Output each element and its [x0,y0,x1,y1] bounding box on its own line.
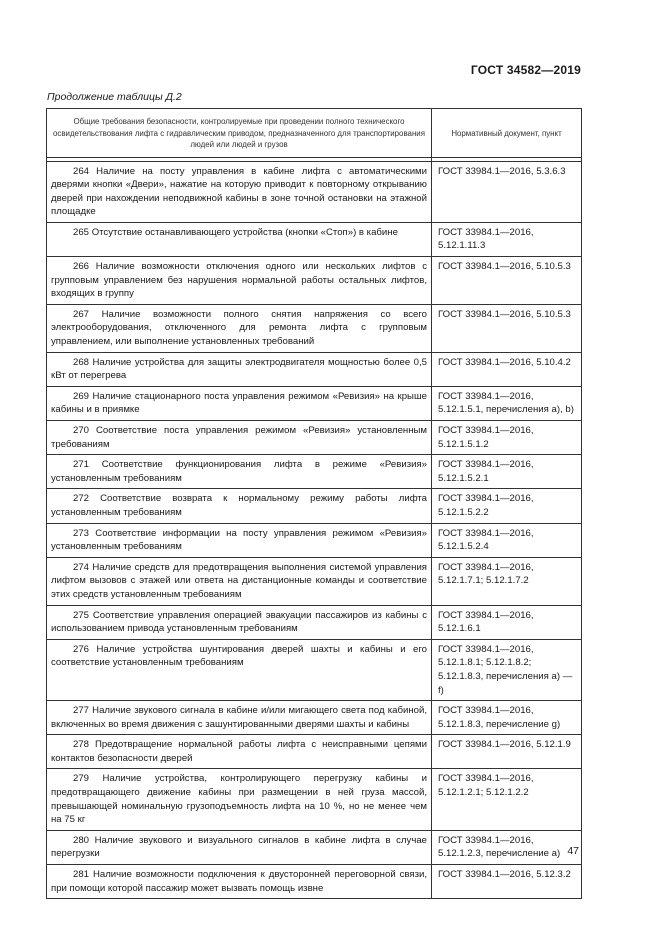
table-row [47,489,582,523]
column-header-normative-document: Нормативный документ, пункт [432,109,582,158]
table-row [47,639,582,700]
table-row [47,352,582,386]
normative-reference: ГОСТ 33984.1—2016, 5.12.1.5.2.2 [432,489,582,523]
normative-reference: ГОСТ 33984.1—2016, 5.10.4.2 [432,352,582,386]
normative-reference: ГОСТ 33984.1—2016, 5.12.1.5.2.1 [432,455,582,489]
requirement-cell [47,605,432,639]
table-row [47,455,582,489]
normative-reference: ГОСТ 33984.1—2016, 5.10.5.3 [432,304,582,352]
table-row [47,865,582,899]
table-row [47,830,582,864]
table-row [47,701,582,735]
column-header-requirements: Общие требования безопасности, контролируемые при проведении полного технического освидетельствования лифта с гидравлическим приводом, предназначенного для транспортирования людей или людей и грузов [47,109,432,158]
table-row [47,421,582,455]
requirement-text: Соответствие поста управления режимом «Ревизия» установленным требованиям [51,425,427,450]
requirement-cell [47,865,432,899]
normative-reference: ГОСТ 33984.1—2016, 5.12.1.2.3, перечисление a) [432,830,582,864]
requirement-number: 271 [73,459,90,471]
normative-reference: ГОСТ 33984.1—2016, 5.12.1.11.3 [432,222,582,256]
requirement-number: 280 [73,834,90,846]
requirement-text: Соответствие возврата к нормальному режиму работы лифта установленным требованиям [51,493,427,518]
requirement-cell [47,830,432,864]
table-caption: Продолжение таблицы Д.2 [47,91,182,103]
requirement-cell [47,386,432,420]
requirement-text: Наличие устройства для защиты электродвигателя мощностью более 0,5 кВт от перегрева [51,356,427,382]
requirement-text: Отсутствие останавливающего устройства (кнопки «Стоп») в кабине [91,226,398,238]
requirement-number: 273 [73,527,90,539]
requirement-cell [47,257,432,305]
requirement-text: Наличие стационарного поста управления режимом «Ревизия» на крыше кабины и в приямке [51,390,427,416]
requirement-text: Наличие возможности отключения одного или нескольких лифтов с групповым управлением без нарушения нормальной работы остальных лифтов, входящих в группу [51,261,427,300]
normative-reference: ГОСТ 33984.1—2016, 5.12.1.5.1, перечисления a), b) [432,386,582,420]
requirement-cell [47,161,432,222]
table-row [47,557,582,605]
requirement-text: Наличие на посту управления в кабине лифта с автоматическими дверями кнопки «Двери», нажатие на которую приводит к повторному открыванию дверей при нахождении неподвижной кабины в зоне точной остановки на этажной площадке [51,165,428,218]
requirement-cell [47,489,432,523]
requirement-cell [47,304,432,352]
table-row [47,523,582,557]
requirement-number: 272 [73,493,90,505]
requirement-text: Соответствие функционирования лифта в режиме «Ревизия» установленным требованиям [51,459,427,484]
table-row [47,222,582,256]
table-row [47,386,582,420]
page-number: 47 [567,845,579,857]
requirement-cell [47,352,432,386]
table-row [47,605,582,639]
normative-reference: ГОСТ 33984.1—2016, 5.12.3.2 [432,865,582,899]
requirement-number: 281 [73,869,90,881]
requirement-text: Наличие устройства шунтирования дверей шахты и кабины и его соответствие установленным требованиям [51,643,427,669]
requirement-number: 274 [73,561,90,573]
requirement-number: 265 [73,226,90,238]
requirement-number: 267 [73,308,90,320]
requirement-cell [47,639,432,700]
requirement-text: Наличие средств для предотвращения выполнения системой управления лифтом вызовов с этажей или ответа на дистанционные команды и соответствие этих средств установленным требованиям [51,561,427,600]
requirement-cell [47,769,432,830]
requirement-text: Наличие возможности полного снятия напряжения со всего электрооборудования, отключенного для ремонта лифта с групповым управлением, или выполнение установленных требований [51,308,428,348]
table-row [47,735,582,769]
requirement-number: 278 [73,739,90,751]
requirement-text: Наличие звукового сигнала в кабине и/или мигающего света под кабиной, включенных во время движения с зашунтированными дверями шахты и кабины [51,705,427,730]
requirement-number: 275 [73,609,90,621]
requirement-text: Соответствие информации на посту управления режимом «Ревизия» установленным требованиям [51,527,427,553]
requirement-number: 270 [73,425,90,436]
requirement-number: 277 [73,705,90,717]
requirements-table [46,108,582,899]
requirement-number: 268 [73,356,90,368]
normative-reference: ГОСТ 33984.1—2016, 5.12.1.9 [432,735,582,769]
normative-reference: ГОСТ 33984.1—2016, 5.12.1.8.1; 5.12.1.8.2; 5.12.1.8.3, перечисления a) — f) [432,639,582,700]
requirement-cell [47,735,432,769]
normative-reference: ГОСТ 33984.1—2016, 5.12.1.5.1.2 [432,421,582,455]
requirement-cell [47,421,432,455]
requirement-cell [47,455,432,489]
table-row [47,304,582,352]
requirement-number: 279 [73,773,90,785]
requirement-number: 269 [73,390,90,402]
requirement-number: 276 [73,643,90,655]
requirement-cell [47,557,432,605]
table-row [47,769,582,830]
table-row [47,257,582,305]
requirement-text: Наличие возможности подключения к двусторонней переговорной связи, при помощи которой пассажир может вызвать помощь извне [51,869,427,894]
requirement-cell [47,523,432,557]
normative-reference: ГОСТ 33984.1—2016, 5.3.6.3 [432,161,582,222]
document-standard-code: ГОСТ 34582—2019 [470,63,581,77]
requirement-cell [47,701,432,735]
requirement-number: 266 [73,261,90,273]
normative-reference: ГОСТ 33984.1—2016, 5.12.1.2.1; 5.12.1.2.2 [432,769,582,830]
normative-reference: ГОСТ 33984.1—2016, 5.12.1.8.3, перечисление g) [432,701,582,735]
normative-reference: ГОСТ 33984.1—2016, 5.12.1.5.2.4 [432,523,582,557]
requirement-number: 264 [73,165,90,177]
requirement-text: Соответствие управления операцией эвакуации пассажиров из кабины с использованием привода установленным требованиям [51,609,427,635]
normative-reference: ГОСТ 33984.1—2016, 5.12.1.7.1; 5.12.1.7.2 [432,557,582,605]
requirement-cell [47,222,432,256]
table-row [47,161,582,222]
requirement-text: Наличие звукового и визуального сигналов в кабине лифта в случае перегрузки [51,834,427,860]
normative-reference: ГОСТ 33984.1—2016, 5.12.1.6.1 [432,605,582,639]
requirement-text: Наличие устройства, контролирующего перегрузку кабины и предотвращающего движение кабины при размещении в ней груза массой, превышающей номинальную грузоподъемность лифта на 10 %, но не менее чем на 75 кг [51,773,427,826]
normative-reference: ГОСТ 33984.1—2016, 5.10.5.3 [432,257,582,305]
requirement-text: Предотвращение нормальной работы лифта с неисправными цепями контактов безопасности дверей [51,739,427,764]
